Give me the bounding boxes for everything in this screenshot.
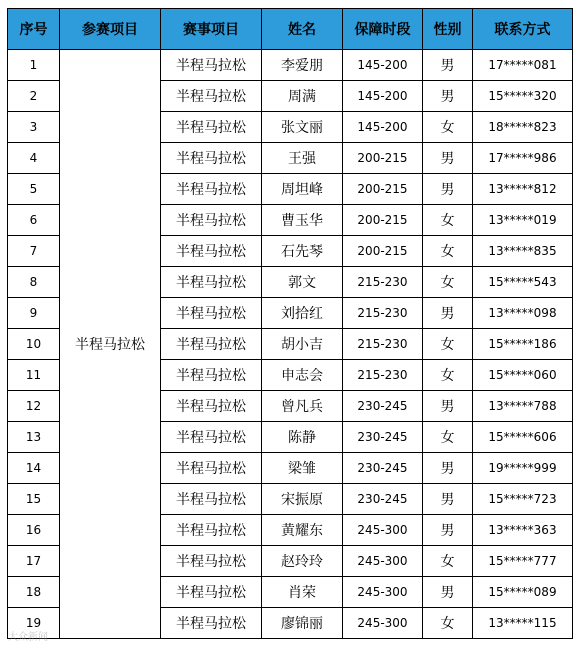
cell-index: 7: [8, 236, 60, 267]
cell-time-slot: 245-300: [343, 515, 423, 546]
cell-gender: 女: [423, 205, 473, 236]
cell-name: 胡小吉: [262, 329, 343, 360]
cell-gender: 女: [423, 267, 473, 298]
cell-index: 19: [8, 608, 60, 639]
cell-name: 李爱朋: [262, 50, 343, 81]
cell-contact: 18*****823: [473, 112, 573, 143]
cell-name: 陈静: [262, 422, 343, 453]
cell-index: 12: [8, 391, 60, 422]
cell-gender: 女: [423, 422, 473, 453]
cell-time-slot: 145-200: [343, 112, 423, 143]
cell-contact: 15*****320: [473, 81, 573, 112]
header-race-event: 赛事项目: [161, 9, 262, 50]
table-row: [8, 50, 573, 81]
cell-contact: 13*****788: [473, 391, 573, 422]
cell-name: 周坦峰: [262, 174, 343, 205]
cell-gender: 男: [423, 81, 473, 112]
cell-time-slot: 215-230: [343, 329, 423, 360]
cell-time-slot: 200-215: [343, 205, 423, 236]
header-gender: 性别: [423, 9, 473, 50]
cell-time-slot: 215-230: [343, 298, 423, 329]
cell-name: 石先琴: [262, 236, 343, 267]
watermark: 大众新闻: [8, 632, 48, 643]
cell-gender: 男: [423, 484, 473, 515]
cell-index: 5: [8, 174, 60, 205]
cell-name: 王强: [262, 143, 343, 174]
cell-gender: 女: [423, 360, 473, 391]
cell-time-slot: 200-215: [343, 143, 423, 174]
cell-gender: 男: [423, 143, 473, 174]
cell-gender: 女: [423, 608, 473, 639]
cell-index: 9: [8, 298, 60, 329]
cell-race-event: 半程马拉松: [161, 267, 262, 298]
cell-name: 黄耀东: [262, 515, 343, 546]
cell-contact: 13*****115: [473, 608, 573, 639]
cell-contact: 13*****835: [473, 236, 573, 267]
cell-index: 8: [8, 267, 60, 298]
cell-name: 肖荣: [262, 577, 343, 608]
cell-contact: 15*****186: [473, 329, 573, 360]
cell-time-slot: 200-215: [343, 174, 423, 205]
cell-race-event: 半程马拉松: [161, 236, 262, 267]
cell-time-slot: 145-200: [343, 81, 423, 112]
cell-index: 2: [8, 81, 60, 112]
cell-contact: 19*****999: [473, 453, 573, 484]
cell-index: 16: [8, 515, 60, 546]
volunteer-table: [7, 8, 573, 639]
cell-gender: 男: [423, 515, 473, 546]
cell-race-event: 半程马拉松: [161, 174, 262, 205]
cell-race-event: 半程马拉松: [161, 484, 262, 515]
cell-race-event: 半程马拉松: [161, 360, 262, 391]
cell-time-slot: 245-300: [343, 577, 423, 608]
cell-time-slot: 215-230: [343, 267, 423, 298]
cell-race-event: 半程马拉松: [161, 50, 262, 81]
cell-contact: 15*****777: [473, 546, 573, 577]
cell-contact: 15*****606: [473, 422, 573, 453]
cell-gender: 女: [423, 546, 473, 577]
cell-contact: 15*****543: [473, 267, 573, 298]
cell-gender: 男: [423, 391, 473, 422]
cell-time-slot: 230-245: [343, 484, 423, 515]
cell-race-event: 半程马拉松: [161, 546, 262, 577]
cell-gender: 男: [423, 50, 473, 81]
cell-name: 宋振原: [262, 484, 343, 515]
cell-time-slot: 230-245: [343, 453, 423, 484]
cell-gender: 女: [423, 329, 473, 360]
header-contact: 联系方式: [473, 9, 573, 50]
cell-name: 张文丽: [262, 112, 343, 143]
cell-contact: 15*****723: [473, 484, 573, 515]
cell-name: 赵玲玲: [262, 546, 343, 577]
header-participation-event: 参赛项目: [60, 9, 161, 50]
cell-race-event: 半程马拉松: [161, 205, 262, 236]
cell-contact: 17*****081: [473, 50, 573, 81]
cell-gender: 男: [423, 174, 473, 205]
cell-race-event: 半程马拉松: [161, 577, 262, 608]
cell-race-event: 半程马拉松: [161, 608, 262, 639]
cell-contact: 17*****986: [473, 143, 573, 174]
cell-index: 17: [8, 546, 60, 577]
cell-time-slot: 245-300: [343, 546, 423, 577]
cell-time-slot: 245-300: [343, 608, 423, 639]
cell-participation-event-merged: 半程马拉松: [60, 50, 161, 639]
cell-name: 周满: [262, 81, 343, 112]
cell-name: 申志会: [262, 360, 343, 391]
cell-index: 3: [8, 112, 60, 143]
cell-contact: 13*****812: [473, 174, 573, 205]
table-body: [8, 50, 573, 639]
cell-race-event: 半程马拉松: [161, 515, 262, 546]
cell-name: 曾凡兵: [262, 391, 343, 422]
cell-contact: 15*****089: [473, 577, 573, 608]
cell-name: 曹玉华: [262, 205, 343, 236]
cell-time-slot: 230-245: [343, 422, 423, 453]
cell-name: 刘拾红: [262, 298, 343, 329]
cell-race-event: 半程马拉松: [161, 143, 262, 174]
cell-index: 13: [8, 422, 60, 453]
cell-gender: 男: [423, 453, 473, 484]
cell-race-event: 半程马拉松: [161, 329, 262, 360]
cell-index: 1: [8, 50, 60, 81]
cell-index: 11: [8, 360, 60, 391]
cell-name: 郭文: [262, 267, 343, 298]
cell-name: 廖锦丽: [262, 608, 343, 639]
cell-race-event: 半程马拉松: [161, 422, 262, 453]
cell-time-slot: 145-200: [343, 50, 423, 81]
cell-gender: 女: [423, 236, 473, 267]
table-header-row: [8, 9, 573, 50]
cell-name: 梁雏: [262, 453, 343, 484]
cell-index: 14: [8, 453, 60, 484]
cell-index: 4: [8, 143, 60, 174]
cell-index: 18: [8, 577, 60, 608]
cell-time-slot: 200-215: [343, 236, 423, 267]
cell-contact: 13*****098: [473, 298, 573, 329]
cell-gender: 男: [423, 298, 473, 329]
header-time-slot: 保障时段: [343, 9, 423, 50]
cell-gender: 男: [423, 577, 473, 608]
cell-time-slot: 230-245: [343, 391, 423, 422]
cell-contact: 15*****060: [473, 360, 573, 391]
cell-race-event: 半程马拉松: [161, 453, 262, 484]
cell-gender: 女: [423, 112, 473, 143]
cell-race-event: 半程马拉松: [161, 81, 262, 112]
cell-race-event: 半程马拉松: [161, 112, 262, 143]
header-name: 姓名: [262, 9, 343, 50]
cell-index: 10: [8, 329, 60, 360]
header-index: 序号: [8, 9, 60, 50]
cell-race-event: 半程马拉松: [161, 298, 262, 329]
cell-race-event: 半程马拉松: [161, 391, 262, 422]
cell-index: 6: [8, 205, 60, 236]
cell-index: 15: [8, 484, 60, 515]
cell-time-slot: 215-230: [343, 360, 423, 391]
cell-contact: 13*****363: [473, 515, 573, 546]
cell-contact: 13*****019: [473, 205, 573, 236]
